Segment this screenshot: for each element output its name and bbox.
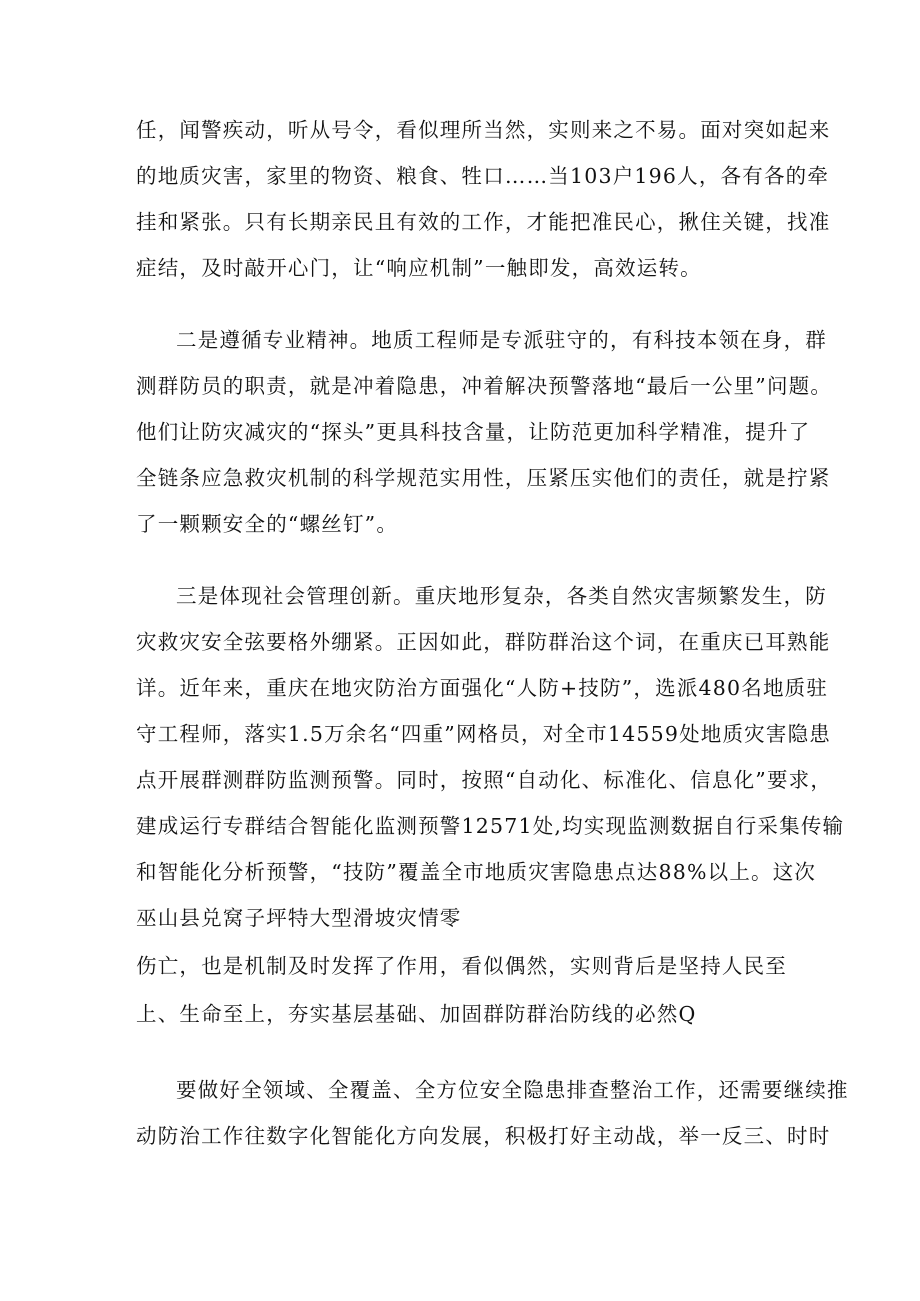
text-line: 了一颗颗安全的“螺丝钉”。 — [136, 512, 399, 536]
text-line: 建成运行专群结合智能化监测预警12571处,均实现监测数据自行采集传输 — [136, 814, 845, 838]
paragraph-start-line: 要做好全领域、全覆盖、全方位安全隐患排查整治工作，还需要继续推 — [176, 1078, 849, 1102]
text-line: 动防治工作往数字化智能化方向发展，积极打好主动战，举一反三、时时 — [136, 1124, 831, 1148]
text-line: 他们让防灾减灾的“探头”更具科技含量，让防范更加科学精准，提升了 — [136, 420, 811, 444]
paragraph-start-line: 三是体现社会管理创新。重庆地形复杂，各类自然灾害频繁发生，防 — [176, 584, 827, 608]
text-line: 症结，及时敲开心门，让“响应机制”一触即发，高效运转。 — [136, 256, 702, 280]
text-line: 挂和紧张。只有长期亲民且有效的工作，才能把准民心，揪住关键，找准 — [136, 210, 831, 234]
text-line: 全链条应急救灾机制的科学规范实用性，压紧压实他们的责任，就是拧紧 — [136, 466, 831, 490]
text-line: 上、生命至上，夯实基层基础、加固群防群治防线的必然Q — [136, 1002, 697, 1026]
paragraph-start-line: 二是遵循专业精神。地质工程师是专派驻守的，有科技本领在身，群 — [176, 328, 827, 352]
text-line: 灾救灾安全弦要格外绷紧。正因如此，群防群治这个词，在重庆已耳熟能 — [136, 630, 831, 654]
text-line: 守工程师，落实1.5万余名“四重”网格员，对全市14559处地质灾害隐患 — [136, 722, 831, 746]
text-line: 巫山县兑窝子坪特大型滑坡灾情零 — [136, 906, 462, 930]
text-line: 详。近年来，重庆在地灾防治方面强化“人防+技防”，选派480名地质驻 — [136, 676, 829, 700]
text-line: 测群防员的职责，就是冲着隐患，冲着解决预警落地“最后一公里”问题。 — [136, 374, 833, 398]
text-line: 任，闻警疾动，听从号令，看似理所当然，实则来之不易。面对突如起来 — [136, 118, 831, 142]
text-line: 和智能化分析预警，“技防”覆盖全市地质灾害隐患点达88%以上。这次 — [136, 860, 817, 884]
text-line: 的地质灾害，家里的物资、粮食、牲口……当103户196人，各有各的牵 — [136, 164, 830, 188]
text-line: 点开展群测群防监测预警。同时，按照“自动化、标准化、信息化”要求， — [136, 768, 833, 792]
text-line: 伤亡，也是机制及时发挥了作用，看似偶然，实则背后是坚持人民至 — [136, 954, 787, 978]
